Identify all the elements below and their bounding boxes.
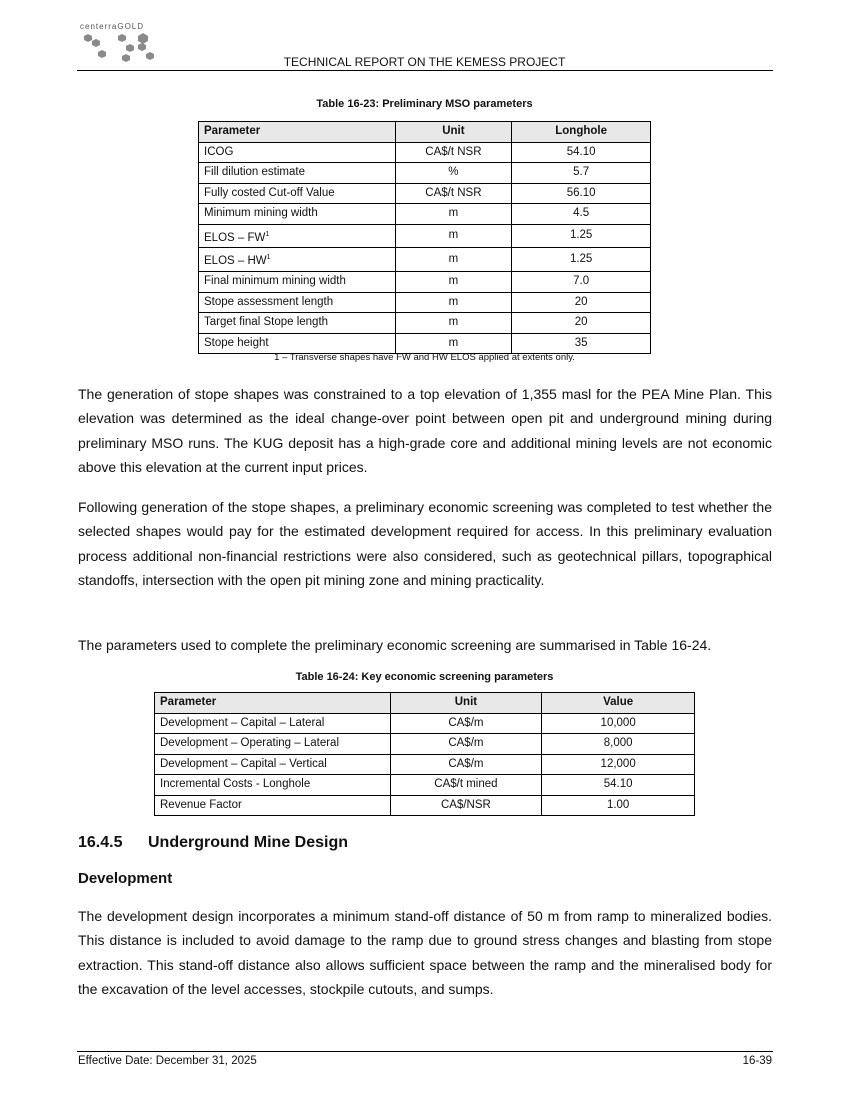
column-header: Value (542, 693, 695, 714)
parameter-cell (199, 224, 396, 248)
value-cell: 1.25 (512, 248, 651, 272)
unit-cell: m (395, 333, 512, 354)
table-row (155, 713, 695, 734)
value-cell: 10,000 (542, 713, 695, 734)
parameter-name: Stope height (204, 336, 269, 349)
table-row (199, 333, 651, 354)
parameter-cell: Development – Operating – Lateral (155, 734, 391, 755)
value-cell: 1.25 (512, 224, 651, 248)
table-header-row (199, 122, 651, 143)
table-row (199, 183, 651, 204)
table-row (199, 204, 651, 225)
paragraph-economic-screening: Following generation of the stope shapes, a preliminary economic screening was completed to test whether the selected shapes would pay for the estimated development required for access. In this preliminary evaluation process additional non-financial restrictions were also considered, such as geotechnical pillars, topographical standoffs, intersection with the open pit mining zone and mining practicality. (78, 499, 772, 588)
value-cell: 20 (512, 313, 651, 334)
section-number: 16.4.5 (78, 834, 123, 851)
value-cell: 20 (512, 292, 651, 313)
parameter-name: Final minimum mining width (204, 275, 346, 288)
table-row (155, 775, 695, 796)
unit-cell: m (395, 313, 512, 334)
unit-cell: CA$/m (390, 734, 542, 755)
table-row (155, 795, 695, 816)
unit-cell: CA$/t mined (390, 775, 542, 796)
unit-cell: m (395, 248, 512, 272)
unit-cell: CA$/t NSR (395, 142, 512, 163)
table-row (199, 292, 651, 313)
value-cell: 12,000 (542, 754, 695, 775)
parameter-name: Fully costed Cut-off Value (204, 186, 335, 199)
column-header: Parameter (155, 693, 391, 714)
parameter-name: Minimum mining width (204, 207, 318, 220)
unit-cell: m (395, 272, 512, 293)
unit-cell: % (395, 163, 512, 184)
parameter-cell (199, 333, 396, 354)
value-cell: 4.5 (512, 204, 651, 225)
table-row (199, 248, 651, 272)
parameter-cell (199, 183, 396, 204)
parameter-cell (199, 142, 396, 163)
parameter-cell: Development – Capital – Lateral (155, 713, 391, 734)
unit-cell: CA$/m (390, 713, 542, 734)
mso-parameters-table (198, 121, 651, 354)
parameter-cell (199, 248, 396, 272)
value-cell: 8,000 (542, 734, 695, 755)
report-title: TECHNICAL REPORT ON THE KEMESS PROJECT (283, 55, 566, 69)
value-cell: 56.10 (512, 183, 651, 204)
parameter-name: ELOS – HW (204, 255, 267, 268)
parameter-name: Target final Stope length (204, 316, 329, 329)
table-row (199, 224, 651, 248)
footnote-marker: 1 (265, 230, 270, 238)
table-row (155, 734, 695, 755)
parameter-name: Fill dilution estimate (204, 166, 305, 179)
table-16-24-caption: Table 16-24: Key economic screening parameters (295, 671, 554, 683)
footnote-marker: 1 (266, 254, 271, 262)
footer-divider (77, 1051, 773, 1052)
parameter-name: ELOS – FW (204, 231, 266, 244)
parameter-cell: Revenue Factor (155, 795, 391, 816)
parameter-cell (199, 313, 396, 334)
table-row (199, 142, 651, 163)
value-cell: 54.10 (542, 775, 695, 796)
section-title: Underground Mine Design (148, 834, 348, 851)
paragraph-parameters-summary: The parameters used to complete the preliminary economic screening are summarised in Table 16-24. (78, 637, 712, 653)
table-row (199, 313, 651, 334)
economic-screening-table (154, 692, 695, 816)
table-footnote: 1 – Transverse shapes have FW and HW ELOS applied at extents only. (274, 352, 575, 363)
table-row (199, 272, 651, 293)
parameter-cell (199, 272, 396, 293)
value-cell: 5.7 (512, 163, 651, 184)
unit-cell: m (395, 224, 512, 248)
parameter-cell (199, 163, 396, 184)
table-row (199, 163, 651, 184)
value-cell: 54.10 (512, 142, 651, 163)
table-16-23-caption: Table 16-23: Preliminary MSO parameters (316, 98, 533, 110)
effective-date: Effective Date: December 31, 2025 (78, 1055, 257, 1067)
value-cell: 35 (512, 333, 651, 354)
table-header-row (155, 693, 695, 714)
column-header: Parameter (199, 122, 396, 143)
value-cell: 1.00 (542, 795, 695, 816)
paragraph-development-design: The development design incorporates a minimum stand-off distance of 50 m from ramp to mineralized bodies. This distance is included to avoid damage to the ramp due to ground stress changes and blasting from stope extraction. This stand-off distance also allows sufficient space between the ramp and the mineralised body for the excavation of the level accesses, stockpile cutouts, and sumps. (78, 908, 772, 997)
parameter-name: Stope assessment length (204, 295, 334, 308)
unit-cell: m (395, 204, 512, 225)
column-header: Unit (395, 122, 512, 143)
parameter-name: ICOG (204, 145, 234, 158)
unit-cell: CA$/m (390, 754, 542, 775)
logo-wordmark: centerraGOLD (80, 22, 145, 31)
subsection-heading: Development (78, 870, 173, 887)
section-heading (78, 834, 348, 852)
page-number: 16-39 (742, 1055, 772, 1067)
unit-cell: CA$/NSR (390, 795, 542, 816)
header-divider (77, 70, 773, 71)
column-header: Longhole (512, 122, 651, 143)
unit-cell: m (395, 292, 512, 313)
parameter-cell: Incremental Costs - Longhole (155, 775, 391, 796)
column-header: Unit (390, 693, 542, 714)
parameter-cell: Development – Capital – Vertical (155, 754, 391, 775)
value-cell: 7.0 (512, 272, 651, 293)
unit-cell: CA$/t NSR (395, 183, 512, 204)
parameter-cell (199, 204, 396, 225)
parameter-cell (199, 292, 396, 313)
paragraph-stope-constraint: The generation of stope shapes was constrained to a top elevation of 1,355 masl for the PEA Mine Plan. This elevation was determined as the ideal change-over point between open pit and underground mining during preliminary MSO runs. The KUG deposit has a high-grade core and additional mining levels are not economic above this elevation at the current input prices. (78, 386, 772, 475)
table-row (155, 754, 695, 775)
